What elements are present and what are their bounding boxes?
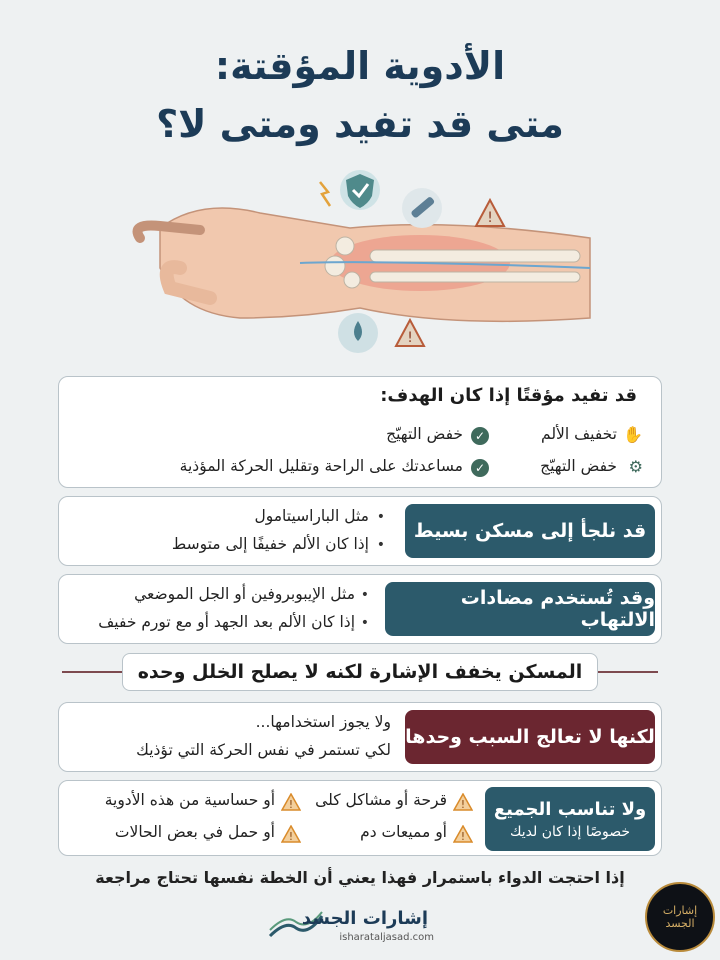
anti-inflammatory-bullet: إذا كان الألم بعد الجهد أو مع تورم خفيف [98,613,355,631]
anti-inflammatory-tag: وقد تُستخدم مضادات الالتهاب [385,582,655,636]
brand-seal: إشارات الجسد [645,882,715,952]
painkiller-bullet: مثل الباراسيتامول [254,507,369,525]
warning-icon [281,825,301,843]
carpal-bone [336,237,354,255]
check-icon: ✓ [471,427,489,445]
painkiller-bullet: إذا كان الألم خفيفًا إلى متوسط [171,535,369,553]
warning-icon [476,200,504,226]
svg-text:!: ! [487,210,493,226]
divider-line [62,671,122,673]
shield-icon [340,170,380,210]
contraindications-tag [485,787,655,851]
key-note: المسكن يخفف الإشارة لكنه لا يصلح الخلل وحده [122,653,598,691]
contraindication-item: قرحة أو مشاكل كلى [315,791,447,809]
svg-text:!: ! [460,830,466,843]
contraindications-subtitle: خصوصًا إذا كان لديك [509,823,631,840]
page-title: الأدوية المؤقتة: [214,44,506,88]
bone-ulna [370,272,580,282]
bullet-dot: • [376,537,385,553]
benefit-item: تخفيف الألم [541,425,617,443]
benefits-card [58,376,662,488]
simple-painkiller-tag: قد نلجأ إلى مسكن بسيط [405,504,655,558]
benefit-item: خفض التهيّج [386,425,463,443]
syringe-icon [402,188,442,228]
wrist-illustration [120,168,600,368]
not-cause-line: ولا يجوز استخدامها... [255,713,391,731]
benefit-item: مساعدتك على الراحة وتقليل الحركة المؤذية [179,457,463,475]
contraindication-item: أو حساسية من هذه الأدوية [104,791,275,809]
warning-icon [281,793,301,811]
svg-text:!: ! [288,798,294,811]
anti-inflammatory-bullet: مثل الإيبوبروفين أو الجل الموضعي [134,585,355,603]
page-subtitle: متى قد تفيد ومتى لا؟ [156,102,564,146]
simple-painkiller-card [58,496,662,566]
pain-hand-icon: ✋ [623,425,643,444]
bullet-dot: • [360,615,369,631]
contraindications-title: ولا تناسب الجميع [493,798,647,820]
bullet-dot: • [360,587,369,603]
warning-icon [453,793,473,811]
benefit-item: خفض التهيّج [540,457,617,475]
svg-text:!: ! [460,798,466,811]
contraindication-item: أو مميعات دم [360,823,447,841]
gear-icon: ⚙ [628,457,643,476]
bone-radius [370,250,580,262]
contraindications-card [58,780,662,856]
warning-icon [396,320,424,346]
svg-text:!: ! [288,830,294,843]
benefits-heading: قد تفيد مؤقتًا إذا كان الهدف: [380,385,637,406]
check-icon: ✓ [471,459,489,477]
warning-icon [453,825,473,843]
not-cause-line: لكي تستمر في نفس الحركة التي تؤذيك [136,741,391,759]
svg-text:!: ! [407,330,413,346]
anti-inflammatory-card [58,574,662,644]
divider-line [598,671,658,673]
drop-icon [338,313,378,353]
not-cause-card [58,702,662,772]
brand-logo [264,906,464,950]
bullet-dot: • [376,509,385,525]
brand-name: إشارات الجسد [301,908,428,929]
brand-url: isharataljasad.com [339,932,434,943]
contraindication-item: أو حمل في بعض الحالات [114,823,275,841]
not-cause-tag: لكنها لا تعالج السبب وحدها [405,710,655,764]
lightning-icon [320,182,330,206]
footer-advice: إذا احتجت الدواء باستمرار فهذا يعني أن الخطة نفسها تحتاج مراجعة [95,868,625,887]
